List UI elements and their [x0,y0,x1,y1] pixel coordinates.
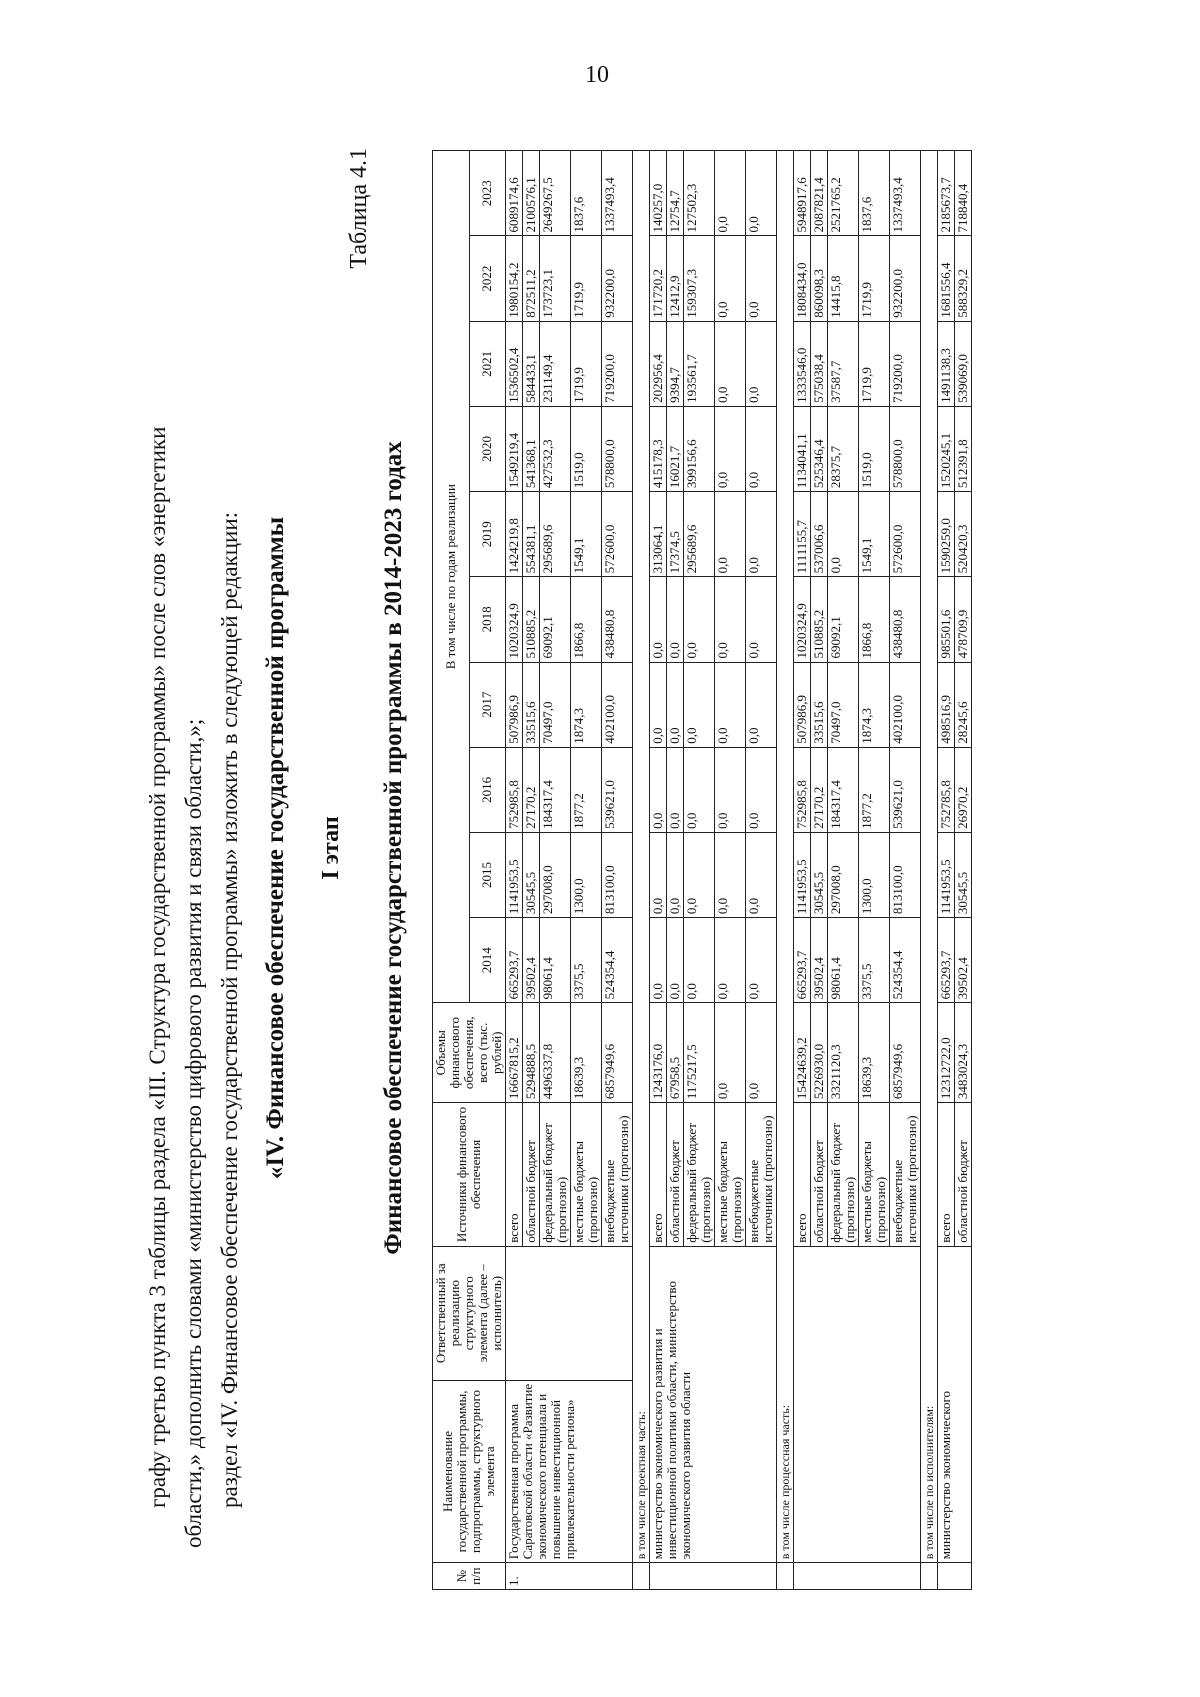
year-value-cell: 1877,2 [571,747,602,832]
year-value-cell: 578800,0 [890,406,921,491]
table-row [650,151,667,1590]
total-cell: 0,0 [746,1003,777,1103]
year-value-cell: 0,0 [715,577,746,662]
year-value-cell: 0,0 [650,747,667,832]
year-value-cell: 0,0 [684,832,715,917]
table-body [506,151,972,1590]
header-year: 2020 [469,406,506,491]
year-value-cell: 173723,1 [540,236,571,321]
year-value-cell: 860098,3 [811,236,828,321]
year-value-cell: 17374,5 [667,492,684,577]
source-cell: федеральный бюджет (прогнозно) [828,1103,859,1247]
year-value-cell: 2087821,4 [811,151,828,237]
year-value-cell: 525346,4 [811,406,828,491]
year-value-cell: 0,0 [746,406,777,491]
header-year: 2023 [469,151,506,237]
year-value-cell: 33515,6 [523,662,540,747]
total-cell: 6857949,6 [602,1003,633,1103]
year-value-cell: 69092,1 [828,577,859,662]
year-value-cell: 575038,4 [811,321,828,406]
total-cell: 12312722,0 [938,1003,955,1103]
header-by-year: В том числе по годам реализации [433,151,470,1003]
year-value-cell: 297008,0 [828,832,859,917]
year-value-cell: 1536502,4 [506,321,523,406]
year-value-cell: 665293,7 [506,918,523,1003]
rotated-content [0,58,1100,1638]
year-value-cell: 539621,0 [602,747,633,832]
year-value-cell: 524354,4 [890,918,921,1003]
year-value-cell: 539069,0 [955,321,972,406]
year-value-cell: 0,0 [684,918,715,1003]
year-value-cell: 719200,0 [602,321,633,406]
year-value-cell: 28245,6 [955,662,972,747]
year-value-cell: 231149,4 [540,321,571,406]
year-value-cell: 0,0 [715,406,746,491]
total-cell: 1175217,5 [684,1003,715,1103]
table-row [938,151,955,1590]
section-row [921,151,938,1590]
year-value-cell: 297008,0 [540,832,571,917]
year-value-cell: 0,0 [746,918,777,1003]
year-value-cell: 1337493,4 [602,151,633,237]
year-value-cell: 30545,5 [811,832,828,917]
year-value-cell: 1519,0 [859,406,890,491]
year-value-cell: 202956,4 [650,321,667,406]
year-value-cell: 39502,4 [523,918,540,1003]
year-value-cell: 932200,0 [890,236,921,321]
source-cell: федеральный бюджет (прогнозно) [684,1103,715,1247]
source-cell: всего [650,1103,667,1247]
year-value-cell: 1719,9 [859,236,890,321]
source-cell: всего [506,1103,523,1247]
year-value-cell: 39502,4 [955,918,972,1003]
year-value-cell: 1300,0 [859,832,890,917]
year-value-cell: 295689,6 [540,492,571,577]
year-value-cell: 510885,2 [811,577,828,662]
header-year: 2019 [469,492,506,577]
year-value-cell: 127502,3 [684,151,715,237]
year-value-cell: 932200,0 [602,236,633,321]
year-value-cell: 6089174,6 [506,151,523,237]
year-value-cell: 0,0 [715,832,746,917]
year-value-cell: 498516,9 [938,662,955,747]
year-value-cell: 1980154,2 [506,236,523,321]
year-value-cell: 1590259,0 [938,492,955,577]
header-resp: Ответственный за реализацию структурного элемента (далее – исполнитель) [433,1246,506,1380]
year-value-cell: 813100,0 [602,832,633,917]
year-value-cell: 512391,8 [955,406,972,491]
source-cell: всего [794,1103,811,1247]
total-cell: 0,0 [715,1003,746,1103]
year-value-cell: 510885,2 [523,577,540,662]
year-value-cell: 3375,5 [859,918,890,1003]
year-value-cell: 572600,0 [890,492,921,577]
year-value-cell: 0,0 [715,236,746,321]
year-value-cell: 0,0 [650,918,667,1003]
year-value-cell: 28375,7 [828,406,859,491]
year-value-cell: 537006,6 [811,492,828,577]
table-header [433,151,506,1590]
year-value-cell: 0,0 [667,918,684,1003]
project-resp: министерство экономического развития и инвестиционной политики области, министерство экономического развития области [650,1246,777,1562]
year-value-cell: 554381,1 [523,492,540,577]
project-part-header: в том числе проектная часть: [633,151,650,1563]
intro-line-3: раздел «IV. Финансовое обеспечение государственной программы» изложить в следующей редакции: [217,511,242,1508]
year-value-cell: 752785,8 [938,747,955,832]
year-value-cell: 0,0 [715,662,746,747]
header-src: Источники финансового обеспечения [433,1103,506,1247]
year-value-cell: 1549,1 [571,492,602,577]
header-year: 2014 [469,918,506,1003]
year-value-cell: 0,0 [746,321,777,406]
year-value-cell: 1719,9 [571,321,602,406]
year-value-cell: 2649267,5 [540,151,571,237]
year-value-cell: 1877,2 [859,747,890,832]
year-value-cell: 520420,3 [955,492,972,577]
year-value-cell: 0,0 [684,577,715,662]
year-value-cell: 1134041,1 [794,406,811,491]
year-value-cell: 1719,9 [571,236,602,321]
year-value-cell: 27170,2 [523,747,540,832]
exec-resp: министерство экономического [938,1246,972,1562]
year-value-cell: 0,0 [715,321,746,406]
year-value-cell: 718840,4 [955,151,972,237]
year-value-cell: 184317,4 [828,747,859,832]
year-value-cell: 872511,2 [523,236,540,321]
year-value-cell: 588329,2 [955,236,972,321]
year-value-cell: 1300,0 [571,832,602,917]
year-value-cell: 0,0 [715,492,746,577]
year-value-cell: 14415,8 [828,236,859,321]
header-name: Наименование государственной программы, подпрограммы, структурного элемента [433,1380,506,1563]
source-cell: областной бюджет [667,1103,684,1247]
year-value-cell: 9394,7 [667,321,684,406]
year-value-cell: 0,0 [684,747,715,832]
year-value-cell: 0,0 [684,662,715,747]
stage-title: I этап [318,816,344,880]
year-value-cell: 1424219,8 [506,492,523,577]
year-value-cell: 438480,8 [602,577,633,662]
year-value-cell: 0,0 [746,662,777,747]
year-value-cell: 1491138,3 [938,321,955,406]
year-value-cell: 69092,1 [540,577,571,662]
year-value-cell: 70497,0 [540,662,571,747]
table-title: Финансовое обеспечение государственной программы в 2014-2023 годах [380,441,407,1255]
finance-table [432,150,972,1590]
header-year: 2016 [469,747,506,832]
total-cell: 5294888,5 [523,1003,540,1103]
year-value-cell: 12412,9 [667,236,684,321]
empty-cell [650,1563,777,1590]
year-value-cell: 507986,9 [794,662,811,747]
section-no-cell [633,1563,650,1590]
section-row [633,151,650,1590]
program-no: 1. [506,1563,633,1590]
year-value-cell: 1549219,4 [506,406,523,491]
year-value-cell: 0,0 [667,747,684,832]
year-value-cell: 27170,2 [811,747,828,832]
total-cell: 16667815,2 [506,1003,523,1103]
year-value-cell: 813100,0 [890,832,921,917]
year-value-cell: 70497,0 [828,662,859,747]
year-value-cell: 541368,1 [523,406,540,491]
year-value-cell: 1681556,4 [938,236,955,321]
year-value-cell: 402100,0 [602,662,633,747]
source-cell: местные бюджеты (прогнозно) [571,1103,602,1247]
year-value-cell: 26970,2 [955,747,972,832]
year-value-cell: 39502,4 [811,918,828,1003]
source-cell: федеральный бюджет (прогнозно) [540,1103,571,1247]
source-cell: областной бюджет [955,1103,972,1247]
year-value-cell: 313064,1 [650,492,667,577]
year-value-cell: 1520245,1 [938,406,955,491]
year-value-cell: 478709,9 [955,577,972,662]
total-cell: 3483024,3 [955,1003,972,1103]
year-value-cell: 1837,6 [571,151,602,237]
year-value-cell: 438480,8 [890,577,921,662]
year-value-cell: 0,0 [746,236,777,321]
year-value-cell: 0,0 [715,151,746,237]
year-value-cell: 0,0 [746,492,777,577]
section-row [777,151,794,1590]
year-value-cell: 507986,9 [506,662,523,747]
year-value-cell: 1111155,7 [794,492,811,577]
year-value-cell: 0,0 [667,662,684,747]
year-value-cell: 1141953,5 [506,832,523,917]
year-value-cell: 1141953,5 [794,832,811,917]
year-value-cell: 539621,0 [890,747,921,832]
year-value-cell: 752985,8 [506,747,523,832]
source-cell: областной бюджет [811,1103,828,1247]
year-value-cell: 159307,3 [684,236,715,321]
year-value-cell: 415178,3 [650,406,667,491]
year-value-cell: 985501,6 [938,577,955,662]
year-value-cell: 1519,0 [571,406,602,491]
total-cell: 1243176,0 [650,1003,667,1103]
intro-line-1: графу третью пункта 3 таблицы раздела «III. Структура государственной программы» после слов «энергетики [145,426,170,1508]
year-value-cell: 1141953,5 [938,832,955,917]
year-value-cell: 1866,8 [859,577,890,662]
total-cell: 5226930,0 [811,1003,828,1103]
process-part-header: в том числе процессная часть: [777,151,794,1563]
total-cell: 18639,3 [571,1003,602,1103]
year-value-cell: 578800,0 [602,406,633,491]
year-value-cell: 0,0 [715,918,746,1003]
year-value-cell: 572600,0 [602,492,633,577]
year-value-cell: 1020324,9 [506,577,523,662]
year-value-cell: 0,0 [650,662,667,747]
year-value-cell: 1719,9 [859,321,890,406]
year-value-cell: 1874,3 [859,662,890,747]
year-value-cell: 2100576,1 [523,151,540,237]
total-cell: 4496337,8 [540,1003,571,1103]
header-year: 2018 [469,577,506,662]
total-cell: 67958,5 [667,1003,684,1103]
year-value-cell: 171720,2 [650,236,667,321]
year-value-cell: 1837,6 [859,151,890,237]
program-name: Государственная программа Саратовской области «Развитие экономического потенциала и повышение инвестиционной привлекательности региона» [506,1380,633,1563]
year-value-cell: 16021,7 [667,406,684,491]
total-cell: 18639,3 [859,1003,890,1103]
header-year: 2022 [469,236,506,321]
total-cell: 3321120,3 [828,1003,859,1103]
year-value-cell: 184317,4 [540,747,571,832]
year-value-cell: 193561,7 [684,321,715,406]
header-year: 2017 [469,662,506,747]
source-cell: областной бюджет [523,1103,540,1247]
year-value-cell: 140257,0 [650,151,667,237]
year-value-cell: 2521765,2 [828,151,859,237]
year-value-cell: 5948917,6 [794,151,811,237]
year-value-cell: 3375,5 [571,918,602,1003]
year-value-cell: 0,0 [715,747,746,832]
year-value-cell: 98061,4 [828,918,859,1003]
empty-cell [794,1246,921,1562]
section-title: «IV. Финансовое обеспечение государственной программы [262,516,289,1180]
source-cell: всего [938,1103,955,1247]
year-value-cell: 0,0 [746,151,777,237]
year-value-cell: 584433,1 [523,321,540,406]
year-value-cell: 0,0 [650,577,667,662]
year-value-cell: 1333546,0 [794,321,811,406]
year-value-cell: 665293,7 [938,918,955,1003]
year-value-cell: 12754,7 [667,151,684,237]
year-value-cell: 30545,5 [955,832,972,917]
year-value-cell: 399156,6 [684,406,715,491]
intro-text [140,148,248,1548]
year-value-cell: 402100,0 [890,662,921,747]
empty-cell [794,1563,921,1590]
year-value-cell: 0,0 [828,492,859,577]
program-resp [506,1246,633,1380]
year-value-cell: 1337493,4 [890,151,921,237]
page-number: 10 [585,62,609,88]
total-cell: 6857949,6 [890,1003,921,1103]
year-value-cell: 2185673,7 [938,151,955,237]
total-cell: 15424639,2 [794,1003,811,1103]
year-value-cell: 0,0 [667,832,684,917]
executors-header: в том числе по исполнителям: [921,151,938,1563]
header-no: № п/п [433,1563,506,1590]
year-value-cell: 665293,7 [794,918,811,1003]
year-value-cell: 524354,4 [602,918,633,1003]
year-value-cell: 98061,4 [540,918,571,1003]
table-row [794,151,811,1590]
empty-cell [938,1563,972,1590]
source-cell: местные бюджеты (прогнозно) [859,1103,890,1247]
section-no-cell [777,1563,794,1590]
year-value-cell: 719200,0 [890,321,921,406]
year-value-cell: 295689,6 [684,492,715,577]
year-value-cell: 0,0 [667,577,684,662]
year-value-cell: 1866,8 [571,577,602,662]
header-total: Объемы финансового обеспечения, всего (тыс. рублей) [433,1003,506,1103]
source-cell: местные бюджеты (прогнозно) [715,1103,746,1247]
source-cell: внебюджетные источники (прогнозно) [746,1103,777,1247]
year-value-cell: 1874,3 [571,662,602,747]
year-value-cell: 30545,5 [523,832,540,917]
year-value-cell: 0,0 [746,832,777,917]
year-value-cell: 1020324,9 [794,577,811,662]
year-value-cell: 33515,6 [811,662,828,747]
year-value-cell: 1808434,0 [794,236,811,321]
source-cell: внебюджетные источники (прогнозно) [890,1103,921,1247]
year-value-cell: 427532,3 [540,406,571,491]
table-row [506,151,523,1590]
year-value-cell: 0,0 [650,832,667,917]
section-no-cell [921,1563,938,1590]
header-year: 2015 [469,832,506,917]
year-value-cell: 1549,1 [859,492,890,577]
year-value-cell: 752985,8 [794,747,811,832]
header-year: 2021 [469,321,506,406]
intro-line-2: области,» дополнить словами «министерство цифрового развития и связи области,»; [181,718,206,1548]
year-value-cell: 0,0 [746,747,777,832]
year-value-cell: 0,0 [746,577,777,662]
year-value-cell: 37587,7 [828,321,859,406]
table-caption: Таблица 4.1 [346,148,372,269]
source-cell: внебюджетные источники (прогнозно) [602,1103,633,1247]
